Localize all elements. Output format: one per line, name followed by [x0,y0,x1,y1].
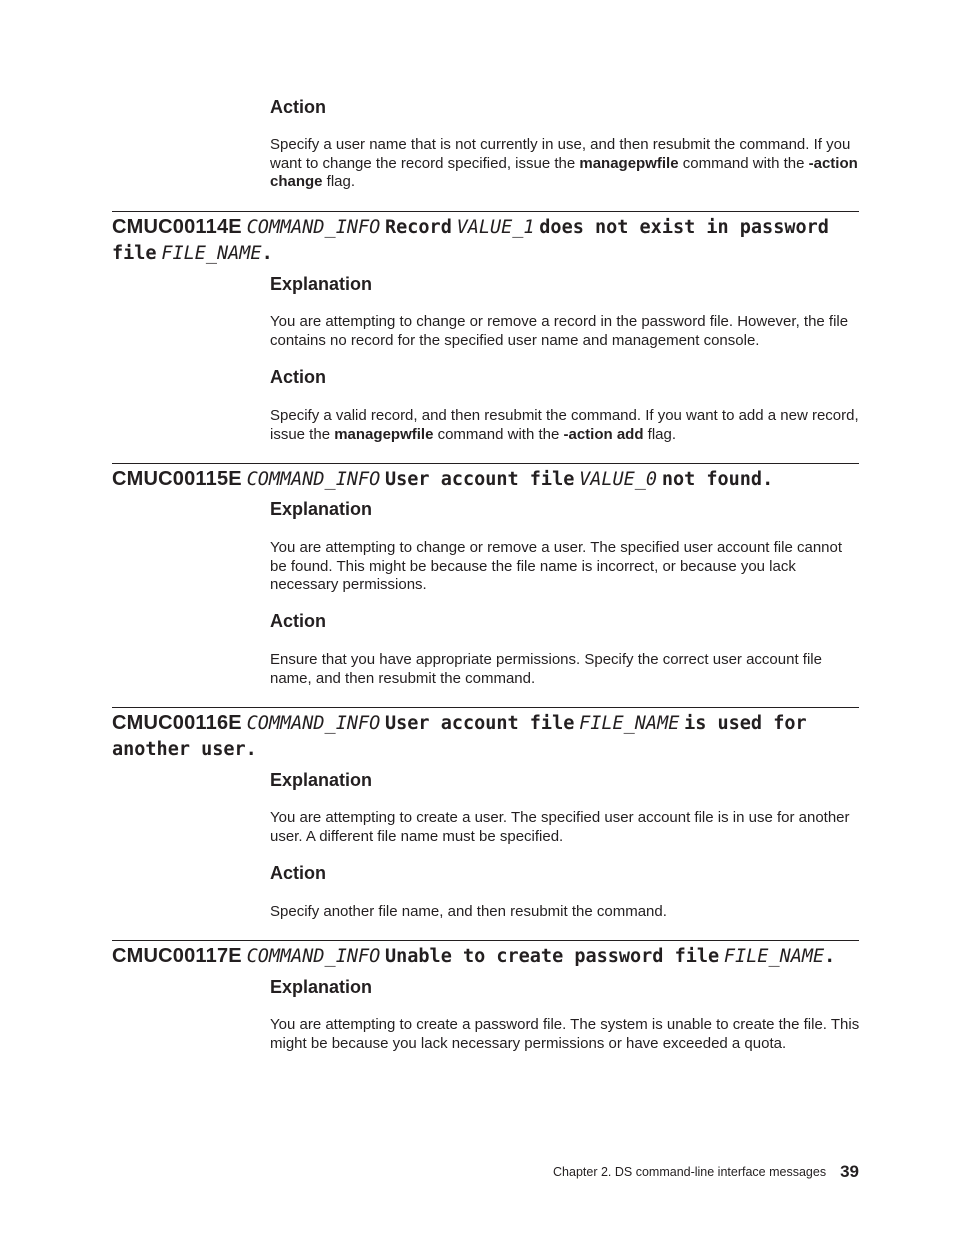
section-divider [112,707,859,708]
command-name: managepwfile [579,154,679,172]
explanation-heading: Explanation [270,977,373,997]
flag-name: -action add [563,425,644,443]
explanation-text: You are attempting to change or remove a record in the password file. However, the file contains no record for the specified user name and management console. [270,313,849,349]
message-heading-cmuc00115e: CMUC00115E COMMAND_INFO User account file VALUE_0 not found. [112,468,774,490]
action-text: Ensure that you have appropriate permissions. Specify the correct user account file name, and then resubmit the command. [270,651,822,687]
page-number: 39 [840,1162,859,1181]
message-heading-cmuc00117e: CMUC00117E COMMAND_INFO Unable to create password file FILE_NAME. [112,945,836,967]
action-heading: Action [270,97,326,117]
message-heading-cmuc00116e: CMUC00116E COMMAND_INFO User account file FILE_NAME is used for another user. [112,712,807,760]
chapter-title: Chapter 2. DS command-line interface messages [553,1165,827,1179]
explanation-heading: Explanation [270,770,373,790]
explanation-heading: Explanation [270,274,373,294]
action-text: Specify another file name, and then resubmit the command. [270,903,667,920]
section-divider [112,211,859,212]
section-divider [112,940,859,941]
action-heading: Action [270,367,326,387]
command-name: managepwfile [334,425,434,443]
action-heading: Action [270,863,326,883]
action-heading: Action [270,611,326,631]
explanation-text: You are attempting to change or remove a user. The specified user account file cannot be found. This might be because the file name is incorrect, or because you lack necessary permissions. [270,539,843,594]
flag-name: -action change [270,154,858,191]
page-footer [553,1162,859,1182]
action-text: Specify a valid record, and then resubmit the command. If you want to add a new record, issue the managepwfile command with the -action add flag. [270,407,859,443]
explanation-text: You are attempting to create a password file. The system is unable to create the file. This might be because you lack necessary permissions or have exceeded a quota. [270,1016,860,1052]
section-divider [112,463,859,464]
explanation-text: You are attempting to create a user. The specified user account file is in use for another user. A different file name must be specified. [270,809,850,845]
action-text: Specify a user name that is not currently in use, and then resubmit the command. If you want to change the record specified, issue the managepwfile command with the -action change flag. [270,136,858,191]
explanation-heading: Explanation [270,499,373,519]
message-heading-cmuc00114e: CMUC00114E COMMAND_INFO Record VALUE_1 does not exist in password file FILE_NAME. [112,216,829,264]
